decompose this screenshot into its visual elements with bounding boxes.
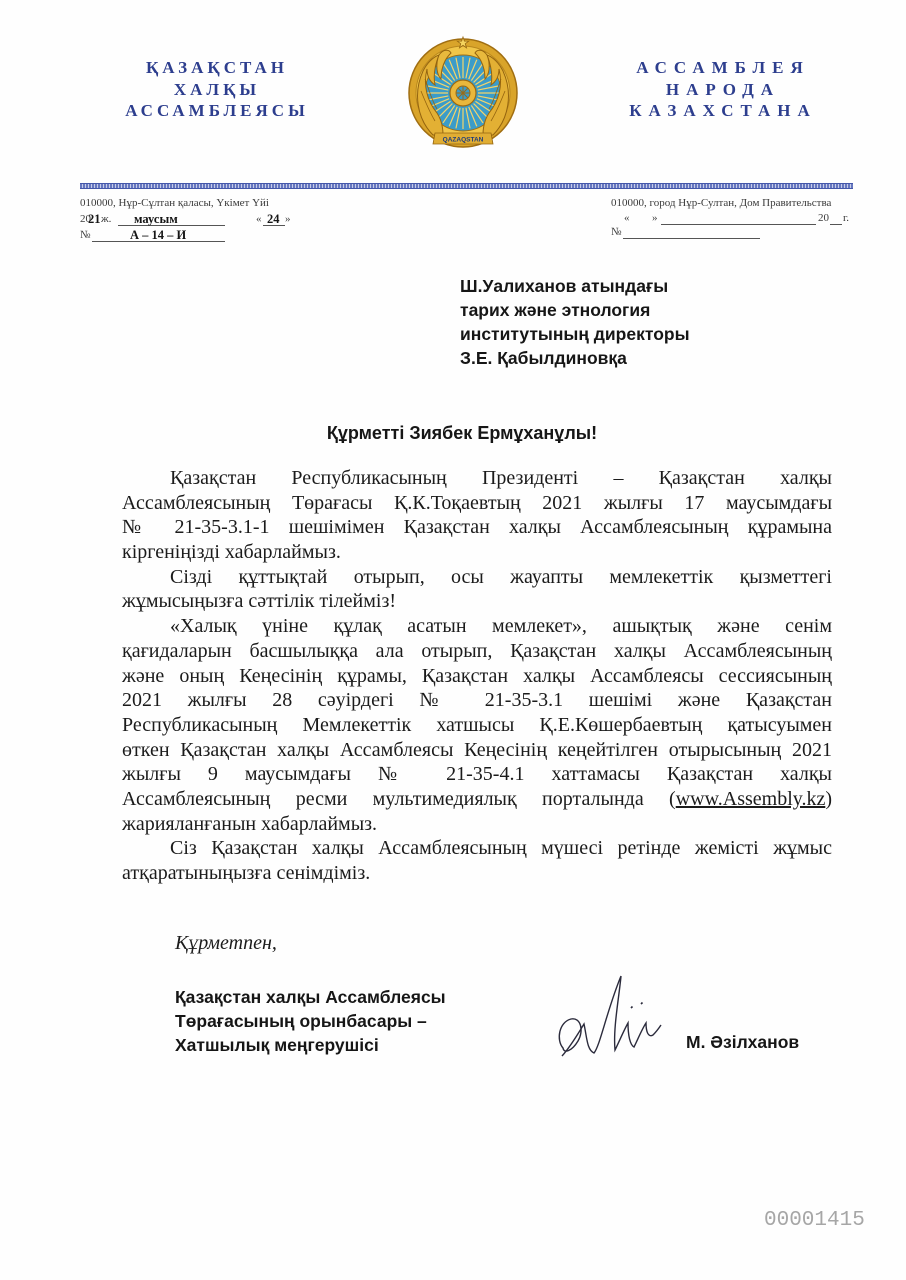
- body-line: Республикасының Мемлекеттік хатшысы Қ.Е.Көшербаевтың қатысуымен: [122, 713, 832, 736]
- year-prefix: 20: [80, 213, 91, 225]
- number-label: №: [611, 226, 622, 238]
- recipient-line: З.Е. Қабылдиновқа: [460, 348, 627, 368]
- address-russian: 010000, город Нұр-Султан, Дом Правительства: [611, 197, 832, 209]
- day-close-quote: »: [285, 213, 291, 225]
- link-line-text: Ассамблеясының ресми мультимедиялық порталында (: [122, 787, 676, 810]
- month-value: маусым: [134, 212, 178, 226]
- year-suffix: ж.: [101, 213, 112, 225]
- paragraph-4: [122, 836, 832, 885]
- year-suffix: г.: [843, 212, 850, 224]
- body-line: өткен Қазақстан халқы Ассамблеясы Кеңесінің кеңейтілген отырысының 2021: [122, 738, 832, 761]
- body-line: Ассамблеясының Төрағасы Қ.К.Тоқаевтың 2021 жылғы 17 маусымдағы: [122, 491, 832, 514]
- recipient-line: тарих және этнология: [460, 300, 651, 320]
- day-open-quote: «: [624, 212, 630, 224]
- org-name-line: НАРОДА: [665, 79, 781, 99]
- body-line: жұмысыңызға сәттілік тілейміз!: [122, 590, 397, 613]
- body-line: «Халық үніне құлақ асатын мемлекет», ашықтық және сенім: [170, 615, 832, 638]
- body-line: кіргеніңізді хабарлаймыз.: [122, 541, 341, 564]
- signatory-title-line: Қазақстан халқы Ассамблеясы: [175, 987, 446, 1007]
- number-field-kazakh: [80, 227, 230, 243]
- signatory-title-line: Төрағасының орынбасары –: [175, 1011, 427, 1031]
- closing: Құрметпен,: [175, 932, 277, 954]
- org-name-kazakh: [113, 57, 317, 122]
- body-line: № 21-35-3.1-1 шешімімен Қазақстан халқы Ассамблеясының құрамына: [122, 516, 832, 539]
- body-line: қағидаларын басшылыққа ала отырып, Қазақстан халқы Ассамблеясының: [122, 639, 832, 662]
- link-line-text: ): [825, 787, 832, 810]
- recipient-block: [460, 274, 690, 370]
- body-line: 2021 жылғы 28 сәуірдегі № 21-35-3.1 шешімі және Қазақстан: [122, 689, 832, 712]
- body-line-with-link: [122, 787, 832, 812]
- address-kazakh: 010000, Нұр-Сұлтан қаласы, Үкімет Үйі: [80, 197, 269, 209]
- org-name-line: АССАМБЛЕЯСЫ: [125, 101, 309, 120]
- letter-body: [122, 466, 832, 886]
- date-field-kazakh: [80, 211, 295, 227]
- serial-number: 00001415: [764, 1209, 865, 1232]
- number-underline: [623, 238, 760, 239]
- org-name-line: АССАМБЛЕЯ: [636, 58, 810, 77]
- day-value: 24: [267, 212, 280, 226]
- body-line: жарияланғанын хабарлаймыз.: [122, 812, 378, 835]
- salutation: Құрметті Зиябек Ермұханұлы!: [326, 423, 598, 443]
- body-line: Сізді құттықтай отырып, осы жауапты мемлекеттік қызметтегі: [170, 565, 832, 588]
- number-label: №: [80, 229, 91, 241]
- signature-dots: [631, 1003, 643, 1009]
- paragraph-1: [122, 466, 832, 565]
- year-value: 21: [88, 212, 101, 226]
- body-line: Сіз Қазақстан халқы Ассамблеясының мүшесі ретінде жемісті жұмыс: [170, 837, 832, 860]
- signatory-name: М. Әзілханов: [686, 1032, 800, 1052]
- emblem-ribbon-text: QAZAQSTAN: [442, 136, 484, 144]
- year-underline: [830, 224, 842, 225]
- body-line: және оның Кеңесінің құрамы, Қазақстан халқы Ассамблеясы сессиясының: [122, 664, 832, 687]
- paragraph-2: [122, 565, 832, 614]
- day-open-quote: «: [256, 213, 262, 225]
- day-close-quote: »: [652, 212, 658, 224]
- handwritten-signature: [553, 968, 668, 1068]
- letterhead-rule: [80, 183, 853, 189]
- outgoing-number: А – 14 – И: [130, 228, 187, 242]
- recipient-line: Ш.Уалиханов атындағы: [460, 276, 669, 296]
- portal-link[interactable]: www.Assembly.kz: [675, 787, 826, 810]
- body-line: Қазақстан Республикасының Президенті – Қазақстан халқы: [170, 467, 832, 489]
- recipient-line: институтының директоры: [460, 324, 690, 344]
- year-prefix: 20: [818, 212, 829, 224]
- state-emblem: [403, 35, 523, 155]
- body-line: атқаратыныңызға сенімдіміз.: [122, 862, 371, 884]
- paragraph-3: [122, 614, 832, 836]
- number-field-russian: [611, 224, 761, 240]
- shanyrak-cross: [456, 86, 470, 100]
- org-name-line: ХАЛҚЫ: [173, 79, 261, 99]
- signatory-title: [175, 985, 446, 1057]
- org-name-line: ҚАЗАҚСТАН: [145, 58, 289, 77]
- body-line: жылғы 9 маусымдағы № 21-35-4.1 хаттамасы Қазақстан халқы: [122, 763, 832, 786]
- org-name-russian: [616, 57, 823, 122]
- org-name-line: КАЗАХСТАНА: [629, 101, 817, 120]
- signatory-title-line: Хатшылық меңгерушісі: [175, 1035, 379, 1055]
